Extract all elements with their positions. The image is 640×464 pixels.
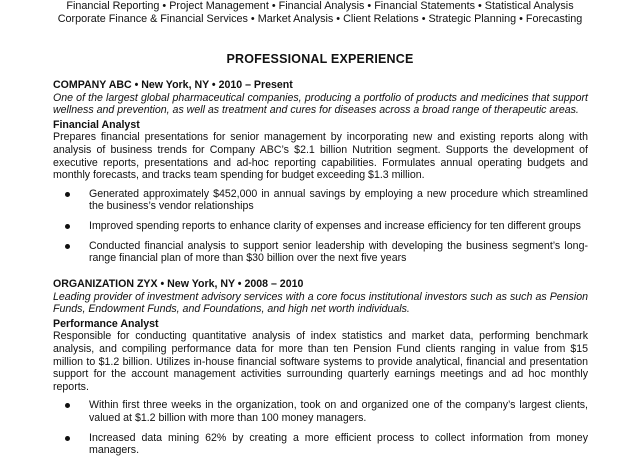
- bullet-icon: [65, 224, 70, 229]
- bullet-icon: [65, 436, 70, 441]
- job-header: ORGANIZATION ZYX • New York, NY • 2008 – 2010: [53, 278, 304, 290]
- skills-line-2: Corporate Finance & Financial Services • Market Analysis • Client Relations • Strategic Planning • Forecasting: [57, 13, 583, 25]
- bullet-text: Improved spending reports to enhance clarity of expenses and increase efficiency for ten different groups: [89, 219, 581, 232]
- bullet-text: Within first three weeks in the organization, took on and organized one of the company’s largest clients, valued at $1.2 billion with more than 100 money managers.: [89, 399, 588, 424]
- list-item: [53, 399, 588, 424]
- company-description: Leading provider of investment advisory services with a core focus institutional investors such as such as Pension Funds, Endowment Funds, and Foundations, and high net worth individuals.: [53, 290, 588, 316]
- list-item: [53, 240, 588, 265]
- bullet-text: Increased data mining 62% by creating a more efficient process to collect information from money managers.: [89, 431, 588, 457]
- list-item: [53, 432, 588, 457]
- job-company-abc: [53, 79, 588, 272]
- achievement-list: [53, 188, 588, 265]
- skills-line-1: Financial Reporting • Project Management • Financial Analysis • Financial Statements • Statistical Analysis: [66, 0, 574, 12]
- bullet-icon: [65, 244, 70, 249]
- list-item: [53, 188, 588, 213]
- bullet-text: Generated approximately $452,000 in annual savings by employing a new procedure which streamlined the business’s vendor relationships: [89, 187, 588, 213]
- job-title: Financial Analyst: [53, 118, 140, 131]
- job-summary: Responsible for conducting quantitative analysis of index statistics and market data, performing benchmark analysis, and compiling performance data for more than ten Pension Fund clients ranging in value from $15 million to $1.2 billion. Utilizes in-house financial software systems to provide analytical, financial and presentation support for the account management activities surrounding quarterly earnings meetings and ad hoc monthly reports.: [53, 330, 588, 393]
- list-item: [53, 220, 588, 233]
- job-header: COMPANY ABC • New York, NY • 2010 – Present: [53, 79, 293, 91]
- job-summary: Prepares financial presentations for senior management by incorporating new and existing reports along with analysis of business trends for Company ABC’s $2.1 billion Nutrition segment. Supports the development of executive reports, presentations and ad-hoc reporting capabilities. Formulates annual operating budgets and monthly forecasts, and tracks team spending for budget exceeding $1.3 million.: [53, 131, 588, 182]
- job-title: Performance Analyst: [53, 317, 159, 330]
- bullet-icon: [65, 403, 70, 408]
- job-organization-zyx: [53, 278, 588, 464]
- company-description: One of the largest global pharmaceutical companies, producing a portfolio of products and medicines that support wellness and prevention, as well as treatment and cures for diseases across a broad range of therapeutic areas.: [53, 91, 588, 117]
- achievement-list: [53, 399, 588, 456]
- bullet-icon: [65, 192, 70, 197]
- bullet-text: Conducted financial analysis to support senior leadership with developing the business segment’s long-range financial plan of more than $30 billion over the next five years: [89, 239, 588, 265]
- section-title: PROFESSIONAL EXPERIENCE: [226, 52, 414, 66]
